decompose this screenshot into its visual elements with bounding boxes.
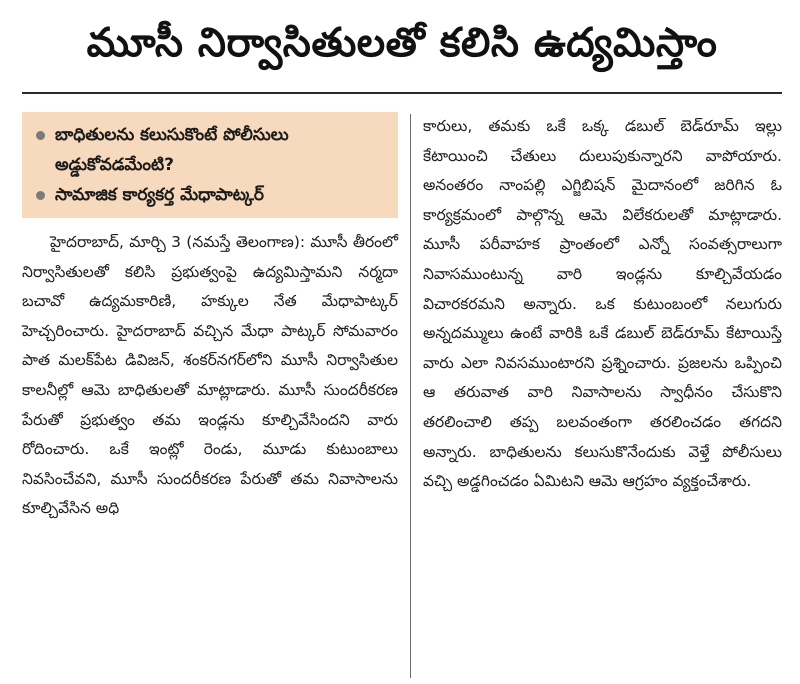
highlight-item <box>34 120 388 180</box>
left-column <box>22 112 410 682</box>
right-column <box>411 112 782 682</box>
headline-divider <box>22 92 782 94</box>
bullet-icon <box>36 131 45 140</box>
highlight-text: సామాజిక కార్యకర్త మేధాపాట్కర్ <box>55 185 264 205</box>
article-body-left: హైదరాబాద్, మార్చి 3 (నమస్తే తెలంగాణ): మూసీ తీరంలో నిర్వాసితులతో కలిసి ప్రభుత్వంపై ఉద్యమిస్తామని నర్మదా బచావో ఉద్యమకారిణి, హక్కుల నేత మేధాపాట్కర్ హెచ్చరించారు. హైదరాబాద్ వచ్చిన మేధా పాట్కర్ సోమవారం పాత మలక్‌పేట డివిజన్, శంకర్‌నగర్‌లోని మూసీ నిర్వాసితుల కాలనీల్లో ఆమె బాధితులతో మాట్లాడారు. మూసీ సుందరీకరణ పేరుతో ప్రభుత్వం తమ ఇండ్లను కూల్చివేసిందని వారు రోదించారు. ఒకే ఇంట్లో రెండు, మూడు కుటుంబాలు నివసించేవని, మూసీ సుందరీకరణ పేరుతో తమ నివాసాలను కూల్చివేసిన అధి <box>22 233 398 518</box>
highlight-text: బాధితులను కలుసుకొంటే పోలీసులు అడ్డుకోవడమేంటి? <box>55 125 289 175</box>
article-columns <box>22 112 782 682</box>
highlight-item <box>34 180 388 210</box>
article-headline: మూసీ నిర్వాసితులతో కలిసి ఉద్యమిస్తాం <box>86 20 718 66</box>
article-body-right: కారులు, తమకు ఒకే ఒక్క డబుల్ బెడ్‌రూమ్ ఇల్లు కేటాయించి చేతులు దులుపుకున్నారని వాపోయారు. అనంతరం నాంపల్లి ఎగ్జిబిషన్ మైదానంలో జరిగిన ఓ కార్యక్రమంలో పాల్గొన్న ఆమె విలేకరులతో మాట్లాడారు. మూసీ పరీవాహక ప్రాంతంలో ఎన్నో సంవత్సరాలుగా నివాసముంటున్న వారి ఇండ్లను కూల్చివేయడం విచారకరమని అన్నారు. ఒక కుటుంబంలో నలుగురు అన్నదమ్ములు ఉంటే వారికి ఒకే డబుల్ బెడ్‌రూమ్ కేటాయిస్తే వారు ఎలా నివసముంటారని ప్రశ్నించారు. ప్రజలను ఒప్పించి ఆ తరువాత వారి నివాసాలను స్వాధీనం చేసుకొని తరలించాలి తప్ప బలవంతంగా తరలించడం తగదని అన్నారు. బాధితులను కలుసుకొనేందుకు వెళ్తే పోలీసులు వచ్చి అడ్డగించడం ఏమిటని ఆమె ఆగ్రహం వ్యక్తంచేశారు. <box>423 117 782 491</box>
highlights-box <box>22 112 398 218</box>
bullet-icon <box>36 191 45 200</box>
